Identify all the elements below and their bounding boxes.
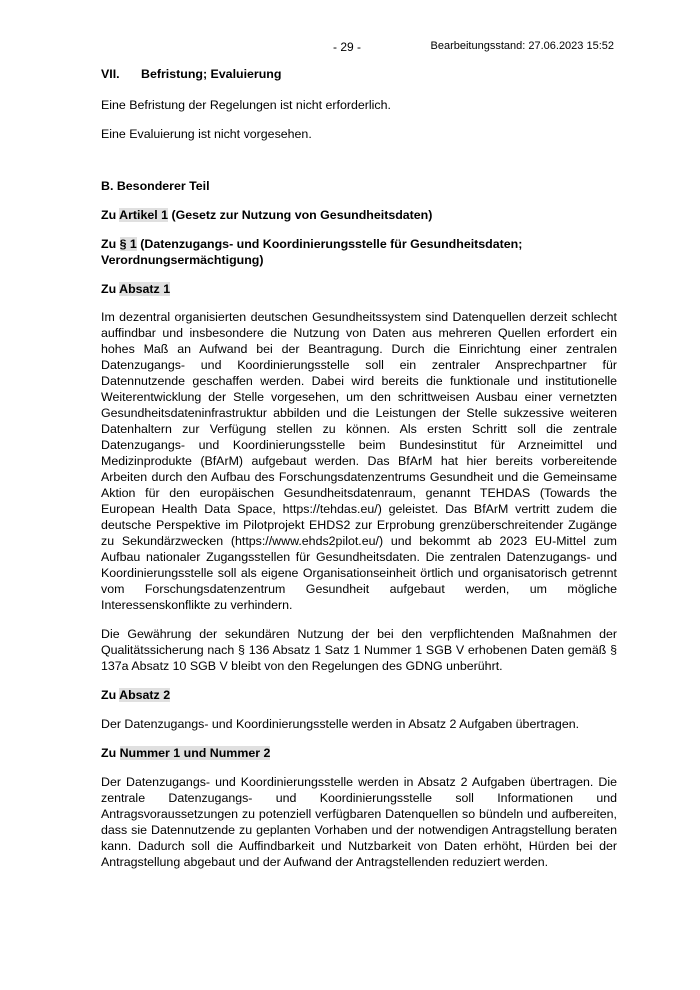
section-number: VII. <box>101 67 120 81</box>
heading-prefix: Zu <box>101 237 120 251</box>
part-b-heading: B. Besonderer Teil <box>101 179 210 193</box>
evaluierung-text: Eine Evaluierung ist nicht vorgesehen. <box>101 127 312 141</box>
absatz-2-heading <box>101 687 617 703</box>
nummer-reference: Nummer 1 und Nummer 2 <box>119 746 271 760</box>
absatz-2-body: Der Datenzugangs- und Koordinierungsstelle werden in Absatz 2 Aufgaben übertragen. <box>101 717 580 731</box>
heading-prefix: Zu <box>101 208 120 222</box>
absatz-1-body-2: Die Gewährung der sekundären Nutzung der bei den verpflichtenden Maßnahmen der Qualitätssicherung nach § 136 Absatz 1 Satz 1 Nummer 1 SGB V erhobenen Daten gemäß § 137a Absatz 10 SGB V bleibt von den Regelungen des GDNG unberührt. <box>101 627 617 673</box>
paragraph-reference: § 1 <box>119 237 137 251</box>
paragraph-1-heading <box>101 236 617 268</box>
page-number: - 29 - <box>333 40 362 54</box>
section-title: Befristung; Evaluierung <box>141 67 282 81</box>
befristung-text: Eine Befristung der Regelungen ist nicht erforderlich. <box>101 98 391 112</box>
heading-prefix: Zu <box>101 282 120 296</box>
page-header <box>0 40 700 56</box>
heading-rest: (Gesetz zur Nutzung von Gesundheitsdaten) <box>168 208 433 222</box>
nummer-heading <box>101 745 617 761</box>
absatz-2-reference: Absatz 2 <box>119 688 171 702</box>
section-vii-heading <box>101 66 617 82</box>
heading-rest: (Datenzugangs- und Koordinierungsstelle für Gesundheitsdaten; Verordnungsermächtigung) <box>101 237 523 267</box>
absatz-1-body: Im dezentral organisierten deutschen Gesundheitssystem sind Datenquellen derzeit schlecht auffindbar und insbesondere die Nutzung von Daten aus mehreren Quellen erfordert ein hohes Maß an Aufwand bei der Beantragung. Durch die Einrichtung einer zentralen Datenzugangs- und Koordinierungsstelle soll ein zentraler Ansprechpartner für Datennutzende geschaffen werden. Dabei wird bereits die funktionale und institutionelle Weiterentwicklung der Stelle vorgesehen, um den schrittweisen Ausbau einer vernetzten Gesundheitsdateninfrastruktur abbilden und die Leistungen der Stelle sukzessive weiteren Datenhaltern zur Verfügung stellen zu können. Als ersten Schritt soll die zentrale Datenzugangs- und Koordinierungsstelle beim Bundesinstitut für Arzneimittel und Medizinprodukte (BfArM) aufgebaut werden. Das BfArM hat hier bereits vorbereitende Arbeiten durch den Aufbau des Forschungsdatenzentrums Gesundheit und die Gemeinsame Aktion für den europäischen Gesundheitsdatenraum, genannt TEHDAS (Towards the European Health Data Space, https://tehdas.eu/) geleistet. Das BfArM vertritt zudem die deutsche Perspektive im Pilotprojekt EHDS2 zur Erprobung grenzüberschreitender Zugänge zu Sekundärzwecken (https://www.ehds2pilot.eu/) und bekommt ab 2023 EU-Mittel zum Aufbau nationaler Zugangsstellen für Gesundheitsdaten. Die zentralen Datenzugangs- und Koordinierungsstelle soll als eigene Organisationseinheit örtlich und organisatorisch getrennt vom Forschungsdatenzentrum Gesundheit aufgebaut werden, um mögliche Interessenskonflikte zu verhindern. <box>101 310 617 612</box>
artikel-heading <box>101 207 617 223</box>
nummer-body: Der Datenzugangs- und Koordinierungsstelle werden in Absatz 2 Aufgaben übertragen. Die zentrale Datenzugangs- und Koordinierungsstelle soll Informationen und Antragsvoraussetzungen zu potenziell verfügbaren Datenquellen so bündeln und aufbereiten, dass sie Datennutzende zu geplanten Vorhaben und der notwendigen Antragstellung beraten kann. Dadurch soll die Auffindbarkeit und Nutzbarkeit von Daten erhöht, Hürden bei der Antragstellung abgebaut und der Aufwand der Antragstellenden reduziert werden. <box>101 775 617 869</box>
artikel-reference: Artikel 1 <box>119 208 169 222</box>
absatz-1-heading <box>101 281 617 297</box>
document-body <box>101 66 617 870</box>
heading-prefix: Zu <box>101 746 120 760</box>
absatz-1-reference: Absatz 1 <box>119 282 171 296</box>
edit-status: Bearbeitungsstand: 27.06.2023 15:52 <box>430 40 614 52</box>
heading-prefix: Zu <box>101 688 120 702</box>
